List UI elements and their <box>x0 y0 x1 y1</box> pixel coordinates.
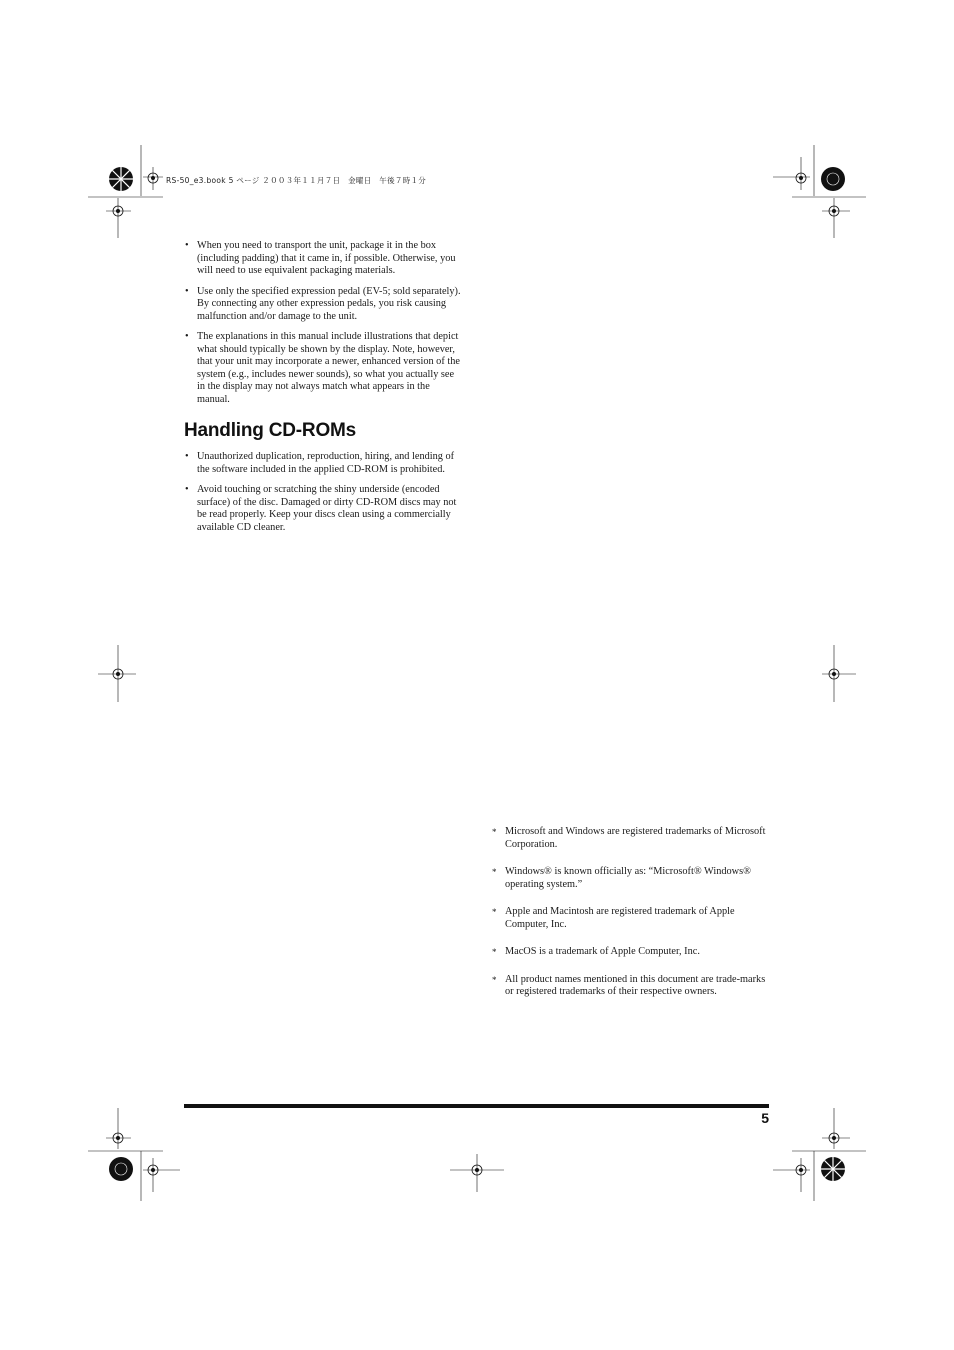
list-item-text: Use only the specified expression pedal (EV-5; sold separately). By connecting any other expression pedals, you risk causing malfunction and/or damage to the unit. <box>197 285 461 322</box>
trademark-note-text: Apple and Macintosh are registered trademark of Apple Computer, Inc. <box>505 906 735 930</box>
list-item-text: When you need to transport the unit, package it in the box (including padding) that it came in, if possible. Otherwise, you will need to use equivalent packaging materials. <box>197 240 456 276</box>
crop-mark-mid-left-icon <box>96 645 146 705</box>
bullet-icon: • <box>185 331 189 342</box>
asterisk-icon: * <box>492 827 497 837</box>
page-number: 5 <box>761 1110 769 1126</box>
crop-mark-bottom-left-icon <box>88 1108 188 1208</box>
section-heading: Handling CD-ROMs <box>184 420 357 441</box>
trademark-note-text: All product names mentioned in this document are trade-marks or registered trademarks of their respective owners. <box>505 973 766 997</box>
trademark-note-text: Microsoft and Windows are registered trademarks of Microsoft Corporation. <box>505 826 766 850</box>
list-item <box>184 451 464 476</box>
list-item-text: Unauthorized duplication, reproduction, hiring, and lending of the software included in the applied CD-ROM is prohibited. <box>197 451 455 475</box>
trademark-note <box>491 826 773 851</box>
list-item <box>184 240 464 278</box>
left-column <box>184 240 464 542</box>
list-item <box>184 331 464 406</box>
trademark-note-text: Windows® is known officially as: “Microsoft® Windows® operating system.” <box>505 866 751 890</box>
crop-mark-mid-right-icon <box>812 645 862 705</box>
crop-mark-top-right-icon <box>770 145 870 245</box>
list-item <box>184 286 464 324</box>
trademark-note <box>491 866 773 891</box>
footer-rule <box>184 1104 769 1108</box>
bullet-icon: • <box>185 451 189 462</box>
list-item-text: Avoid touching or scratching the shiny underside (encoded surface) of the disc. Damaged or dirty CD-ROM discs may not be read properly. Keep your discs clean using a commercially available CD cleaner. <box>197 484 457 533</box>
print-slug-header: RS-50_e3.book 5 ページ ２００３年１１月７日 金曜日 午後７時１分 <box>166 176 427 185</box>
crop-mark-bottom-center-icon <box>448 1150 508 1200</box>
list-item-text: The explanations in this manual include illustrations that depict what should typically be shown by the display. Note, however, that your unit may incorporate a newer, enhanced version of the system (e.g., includes newer sounds), so what you actually see in the display may not always match what appears in the manual. <box>197 331 460 405</box>
bullet-icon: • <box>185 240 189 251</box>
bullet-icon: • <box>185 285 189 297</box>
crop-mark-top-left-icon <box>88 145 188 245</box>
asterisk-icon: * <box>492 907 497 917</box>
list-item <box>184 484 464 534</box>
bullet-icon: • <box>185 484 189 495</box>
trademark-notes <box>491 826 773 1014</box>
trademark-note <box>491 946 773 959</box>
trademark-note <box>491 974 773 999</box>
crop-mark-bottom-right-icon <box>770 1108 870 1208</box>
asterisk-icon: * <box>492 974 497 985</box>
asterisk-icon: * <box>492 867 497 877</box>
asterisk-icon: * <box>492 947 497 957</box>
trademark-note <box>491 906 773 931</box>
trademark-note-text: MacOS is a trademark of Apple Computer, Inc. <box>505 946 700 957</box>
